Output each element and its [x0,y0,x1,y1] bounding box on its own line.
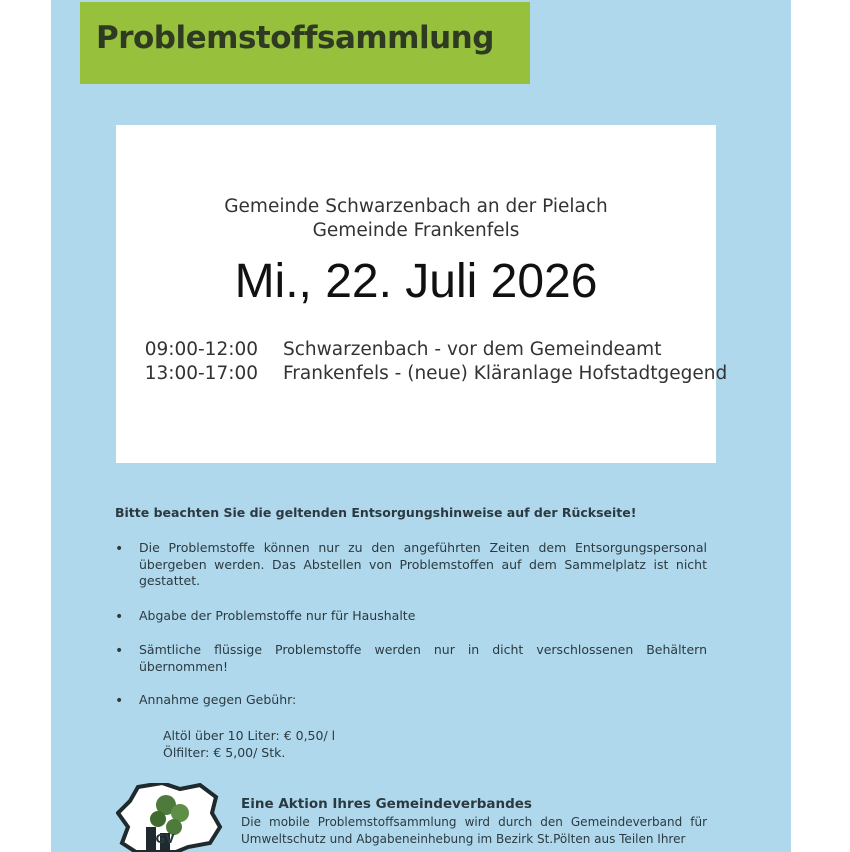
schedule-time: 09:00-12:00 [144,339,258,360]
bullet-icon: • [115,693,124,709]
notice-bullet: Annahme gegen Gebühr: [139,692,297,707]
association-text: Die mobile Problemstoffsammlung wird durch den Gemeindeverband für Umweltschutz und Abgabeneinhebung im Bezirk St.Pölten aus Teilen Ihrer [241,815,707,846]
fee-item: Altöl über 10 Liter: € 0,50/ l [163,728,336,743]
municipality-2: Gemeinde Frankenfels [312,220,520,241]
fee-item: Ölfilter: € 5,00/ Stk. [163,745,286,760]
notice-bullet: Abgabe der Problemstoffe nur für Haushalte [139,608,416,623]
event-date: Mi., 22. Juli 2026 [234,255,598,308]
notice-bullet: Sämtliche flüssige Problemstoffe werden nur in dicht verschlossenen Behältern übernommen! [139,642,707,674]
notice-bullet: Die Problemstoffe können nur zu den angeführten Zeiten dem Entsorgungspersonal übergeben werden. Das Abstellen von Problemstoffen auf dem Sammelplatz ist nicht gestattet. [139,540,707,588]
bullet-icon: • [115,541,124,557]
bullet-icon: • [115,609,124,625]
schedule-place: Frankenfels - (neue) Kläranlage Hofstadtgegend [283,363,728,384]
schedule-time: 13:00-17:00 [144,363,258,384]
municipality-1: Gemeinde Schwarzenbach an der Pielach [224,196,608,217]
notice-heading: Bitte beachten Sie die geltenden Entsorgungshinweise auf der Rückseite! [115,505,637,520]
logo-text: GV [155,832,175,846]
bullet-icon: • [115,643,124,659]
association-heading: Eine Aktion Ihres Gemeindeverbandes [241,796,532,812]
page-title: Problemstoffsammlung [96,20,494,56]
schedule-place: Schwarzenbach - vor dem Gemeindeamt [283,339,662,360]
